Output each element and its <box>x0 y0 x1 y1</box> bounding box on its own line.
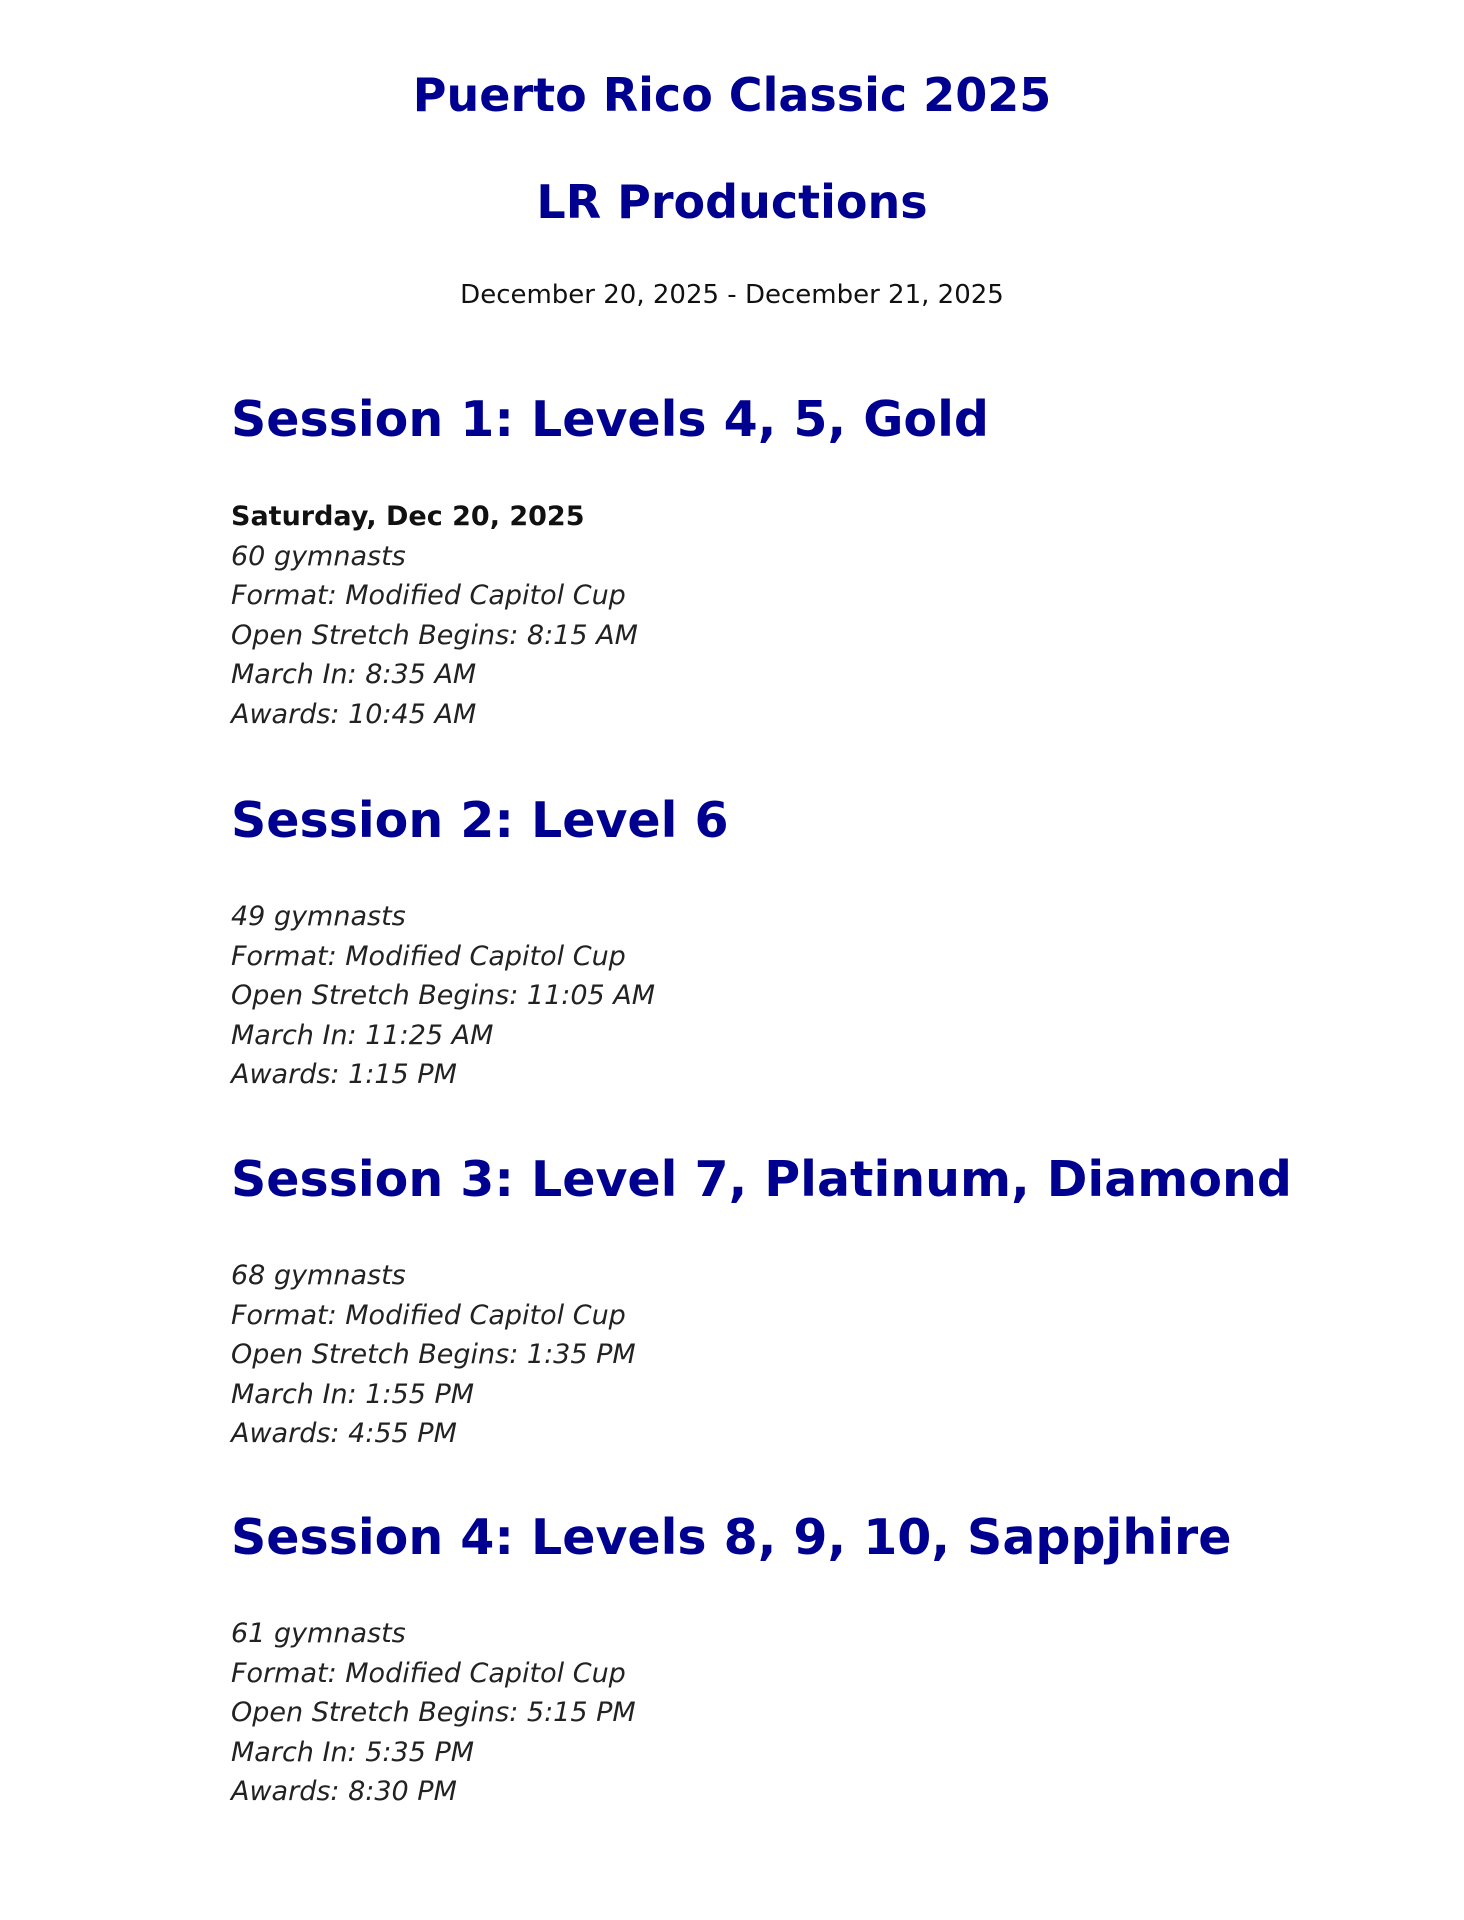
session-details <box>231 497 638 734</box>
session-4 <box>231 1508 1391 1807</box>
event-title: Puerto Rico Classic 2025 <box>412 68 1052 122</box>
session-format: Format: Modified Capitol Cup <box>231 1299 626 1331</box>
awards-time: Awards: 1:15 PM <box>231 1059 457 1090</box>
session-details <box>231 1614 636 1812</box>
session-details <box>231 1256 636 1454</box>
session-format: Format: Modified Capitol Cup <box>231 580 626 611</box>
gymnast-count: 49 gymnasts <box>231 901 406 932</box>
gymnast-count: 60 gymnasts <box>231 540 406 572</box>
session-title: Session 1: Levels 4, 5, Gold <box>231 391 989 448</box>
session-3 <box>231 1150 1391 1449</box>
awards-time: Awards: 4:55 PM <box>231 1418 457 1449</box>
session-title: Session 4: Levels 8, 9, 10, Sappjhire <box>231 1509 1232 1566</box>
organizer-title: LR Productions <box>536 175 928 229</box>
march-in-time: March In: 5:35 PM <box>231 1736 475 1768</box>
session-details <box>231 897 655 1095</box>
open-stretch-time: Open Stretch Begins: 8:15 AM <box>231 619 638 651</box>
session-format: Format: Modified Capitol Cup <box>231 1657 626 1689</box>
awards-time: Awards: 8:30 PM <box>231 1776 457 1807</box>
march-in-time: March In: 11:25 AM <box>231 1019 494 1051</box>
open-stretch-time: Open Stretch Begins: 5:15 PM <box>231 1697 636 1728</box>
session-format: Format: Modified Capitol Cup <box>231 940 626 972</box>
gymnast-count: 68 gymnasts <box>231 1260 406 1291</box>
session-title: Session 3: Level 7, Platinum, Diamond <box>231 1151 1292 1208</box>
awards-time: Awards: 10:45 AM <box>231 698 477 730</box>
session-1 <box>231 390 1391 730</box>
open-stretch-time: Open Stretch Begins: 11:05 AM <box>231 980 656 1011</box>
march-in-time: March In: 8:35 AM <box>231 659 477 690</box>
gymnast-count: 61 gymnasts <box>231 1618 406 1649</box>
session-title: Session 2: Level 6 <box>231 792 729 849</box>
march-in-time: March In: 1:55 PM <box>231 1378 475 1410</box>
open-stretch-time: Open Stretch Begins: 1:35 PM <box>231 1339 636 1370</box>
session-2 <box>231 791 1391 1090</box>
event-dates: December 20, 2025 - December 21, 2025 <box>460 280 1004 310</box>
session-day: Saturday, Dec 20, 2025 <box>231 501 585 532</box>
